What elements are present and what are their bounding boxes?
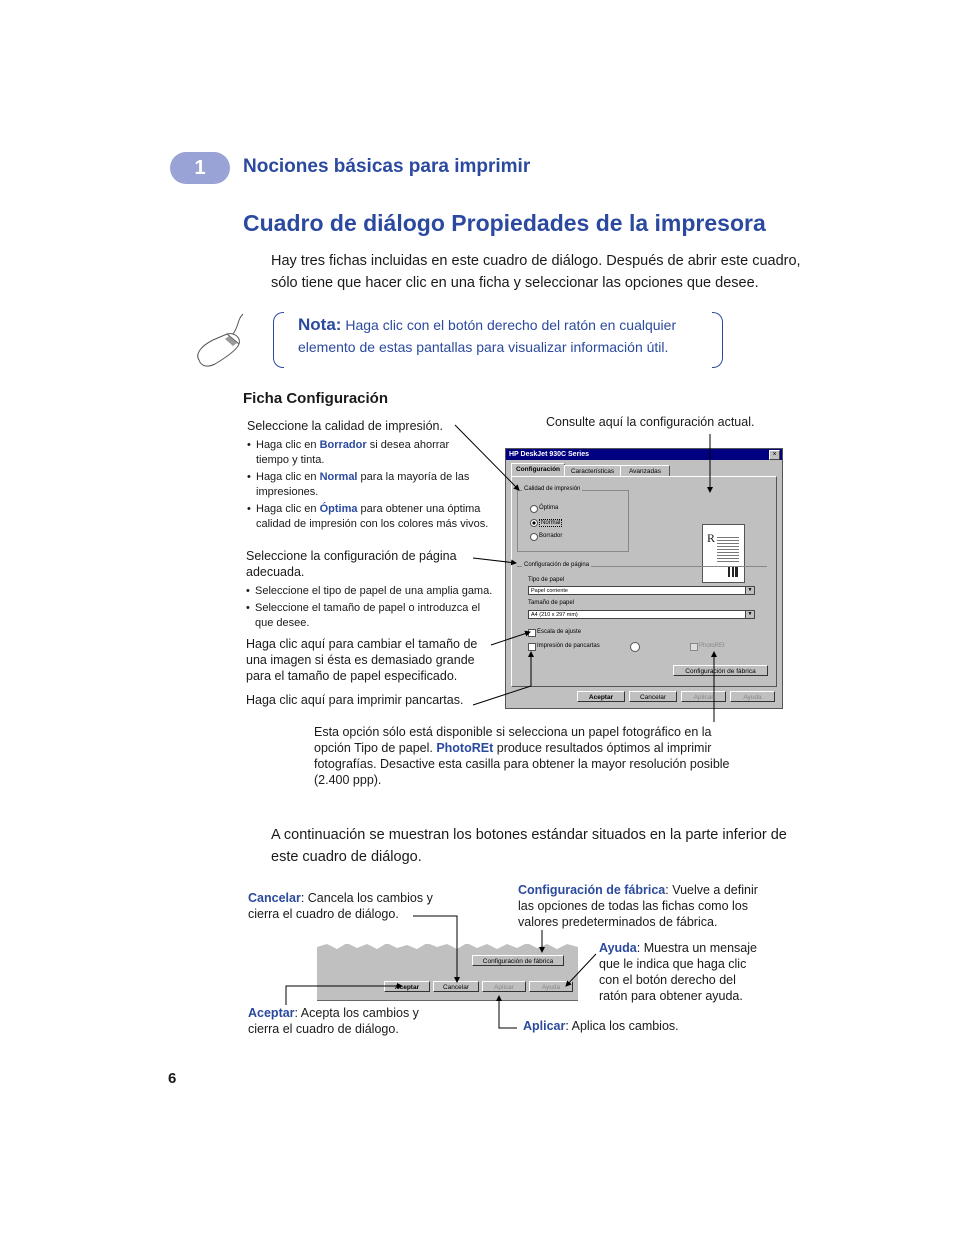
factory-legend: Configuración de fábrica: Vuelve a definir las opciones de todas las fichas como los valores predeterminados de fábrica.	[518, 883, 758, 929]
quality-callout-title: Seleccione la calidad de impresión.	[247, 419, 443, 433]
close-icon[interactable]: ×	[769, 450, 780, 460]
paper-type-select[interactable]: Papel corriente ▼	[528, 586, 755, 595]
apply-legend: Aplicar: Aplica los cambios.	[523, 1019, 679, 1033]
scale-callout: Haga clic aquí para cambiar el tamaño de una imagen si ésta es demasiado grande para el tamaño de papel especificado.	[246, 637, 478, 683]
page-config-callout: Seleccione la configuración de página adecuada.	[246, 549, 457, 579]
page-number: 6	[168, 1070, 177, 1087]
cancel-legend: Cancelar: Cancela los cambios y cierra el cuadro de diálogo.	[248, 891, 433, 921]
paper-size-label: Tamaño de papel	[528, 600, 575, 606]
preview-letter: R	[707, 531, 716, 545]
tab-configuracion[interactable]: Configuración	[511, 463, 565, 477]
quality-callout-list: • Haga clic en Borrador si desea ahorrar tiempo y tinta. • Haga clic en Normal para la mayoría de las impresiones. • Haga clic en Óptima para obtener una óptima calidad de impresión con los colores más vivos.	[256, 438, 501, 532]
ok-legend: Aceptar: Acepta los cambios y cierra el cuadro de diálogo.	[248, 1006, 419, 1036]
factory-settings-button[interactable]: Configuración de fábrica	[673, 665, 768, 676]
current-config-callout: Consulte aquí la configuración actual.	[546, 415, 755, 429]
strip-factory-button: Configuración de fábrica	[472, 955, 564, 966]
chapter-title: Nociones básicas para imprimir	[243, 156, 531, 177]
help-legend: Ayuda: Muestra un mensaje que le indica que haga clic con el botón derecho del ratón para obtener ayuda.	[599, 941, 757, 1003]
photoret-callout: Esta opción sólo está disponible si selecciona un papel fotográfico en la opción Tipo de papel. PhotoREt produce resultados óptimos al imprimir fotografías. Desactive esta casilla para obtener la mayor resolución posible (2.400 ppp).	[314, 725, 730, 787]
intro-text: Hay tres fichas incluidas en este cuadro de diálogo. Después de abrir este cuadro, sólo tiene que hacer clic en una ficha y seleccionar las opciones que desee.	[271, 253, 801, 291]
page-group-label: Configuración de página	[524, 562, 590, 568]
page-config-list: • Seleccione el tipo de papel de una amplia gama. • Seleccione el tamaño de papel o introduzca el que desee.	[255, 584, 505, 631]
chapter-number-badge: 1	[170, 152, 230, 184]
chevron-down-icon[interactable]: ▼	[745, 611, 754, 618]
banner-checkbox-label: Impresión de pancartas	[537, 643, 600, 649]
radio-optima-label: Óptima	[539, 505, 559, 511]
buttons-intro-text: A continuación se muestran los botones estándar situados en la parte inferior de este cuadro de diálogo.	[271, 827, 787, 865]
ficha-title: Ficha Configuración	[243, 390, 389, 407]
strip-help-button: Ayuda	[529, 981, 573, 992]
dialog-title-bar: HP DeskJet 930C Series	[506, 449, 782, 460]
radio-normal-label: Normal	[541, 520, 561, 526]
cancel-button[interactable]: Cancelar	[629, 691, 677, 702]
apply-button[interactable]: Aplicar	[681, 691, 726, 702]
banner-callout: Haga clic aquí para imprimir pancartas.	[246, 693, 464, 707]
strip-ok-button: Aceptar	[384, 981, 430, 992]
help-button[interactable]: Ayuda	[730, 691, 775, 702]
paper-type-label: Tipo de papel	[528, 577, 565, 583]
tab-avanzadas[interactable]: Avanzadas	[620, 465, 670, 477]
note-text: Nota: Haga clic con el botón derecho del ratón en cualquier elemento de estas pantallas para visualizar información útil.	[298, 315, 677, 355]
strip-apply-button: Aplicar	[482, 981, 526, 992]
paper-size-select[interactable]: A4 (210 x 297 mm) ▼	[528, 610, 755, 619]
photoret-checkbox-label: PhotoREt	[699, 643, 725, 649]
section-title: Cuadro de diálogo Propiedades de la impresora	[243, 210, 766, 236]
ok-button[interactable]: Aceptar	[577, 691, 625, 702]
tab-caracteristicas[interactable]: Características	[564, 465, 621, 477]
chevron-down-icon[interactable]: ▼	[745, 587, 754, 594]
quality-group-label: Calidad de impresión	[524, 486, 581, 492]
scale-checkbox-label: Escala de ajuste	[537, 629, 582, 635]
strip-cancel-button: Cancelar	[433, 981, 479, 992]
radio-borrador-label: Borrador	[539, 533, 563, 539]
